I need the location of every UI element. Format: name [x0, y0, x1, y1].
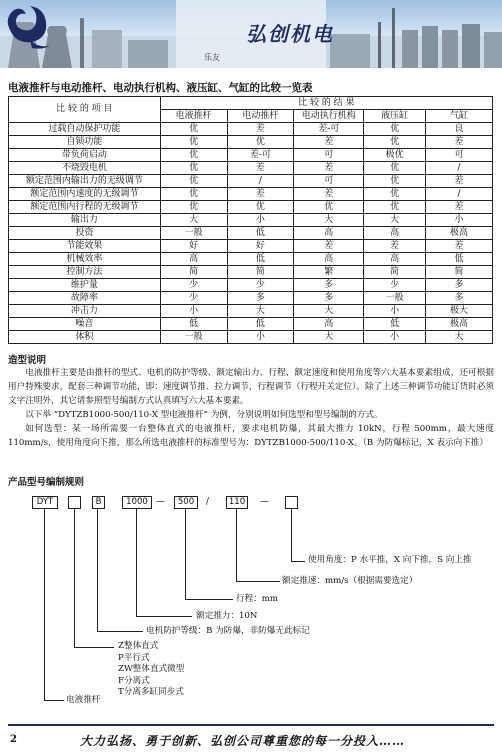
table-cell: 多	[426, 292, 493, 305]
table-row	[9, 305, 493, 318]
table-cell: 低	[160, 318, 227, 331]
table-cell: 大	[227, 305, 294, 318]
table-cell: 优	[364, 175, 426, 188]
row-item-label: 冲击力	[9, 305, 161, 318]
table-cell: 少	[160, 292, 227, 305]
table-cell: 多	[227, 292, 294, 305]
table-row	[9, 292, 493, 305]
table-cell: 小	[227, 331, 294, 344]
column-header: 电动推杆	[227, 110, 294, 123]
table-cell: 差	[294, 188, 364, 201]
table-cell: 优	[160, 175, 227, 188]
table-cell: 极高	[426, 227, 493, 240]
row-item-label: 自锁功能	[9, 136, 161, 149]
table-row	[9, 188, 493, 201]
label-speed: 额定推速：mm/s（根据需要选定）	[282, 576, 418, 586]
table-cell: 差	[426, 175, 493, 188]
type-item: T分离多缸同步式	[118, 687, 184, 697]
label-product: 电液推杆	[66, 695, 101, 705]
table-cell: 简	[160, 266, 227, 279]
table-cell: 大	[160, 214, 227, 227]
table-cell: 低	[227, 318, 294, 331]
table-cell: 简	[227, 266, 294, 279]
table-cell: 差	[227, 162, 294, 175]
row-item-label: 带负荷启动	[9, 149, 161, 162]
table-cell: 大	[426, 331, 493, 344]
code-box-series: DYT	[32, 496, 58, 509]
row-item-label: 控制方法	[9, 266, 161, 279]
table-cell: 低	[227, 227, 294, 240]
code-box-protection: B	[92, 496, 105, 509]
table-cell: 高	[364, 253, 426, 266]
table-cell: 一般	[364, 292, 426, 305]
table-row	[9, 227, 493, 240]
separator-dash-1: —	[156, 497, 165, 507]
table-cell: 简	[364, 266, 426, 279]
row-item-label: 投资	[9, 227, 161, 240]
label-protection: 电机防护等级：B 为防爆，非防爆无此标记	[146, 626, 310, 636]
label-angle: 使用角度：P 水平推，X 向下推，S 向上推	[308, 555, 472, 565]
model-code-diagram	[0, 488, 502, 708]
column-header: 电液推杆	[160, 110, 227, 123]
table-cell: 差	[294, 162, 364, 175]
table-cell: 少	[227, 279, 294, 292]
code-box-force: 1000	[122, 496, 152, 509]
table-row	[9, 331, 493, 344]
table-cell: 差	[227, 123, 294, 136]
table-cell: 大	[294, 331, 364, 344]
table-cell: 大	[364, 214, 426, 227]
table-cell: 优	[160, 201, 227, 214]
table-cell: 大	[294, 214, 364, 227]
footer-rule	[8, 724, 494, 726]
page-number: 2	[10, 734, 17, 745]
table-cell: 少	[160, 279, 227, 292]
row-item-label: 体积	[9, 331, 161, 344]
row-item-label: 机械效率	[9, 253, 161, 266]
table-cell: 多	[426, 279, 493, 292]
table-cell: 优	[294, 201, 364, 214]
row-item-label: 过载自动保护功能	[9, 123, 161, 136]
brand-subtitle: 乐友	[204, 53, 220, 62]
column-header: 气缸	[426, 110, 493, 123]
table-cell: 优	[160, 149, 227, 162]
page-footer	[0, 724, 502, 754]
table-cell: /	[426, 188, 493, 201]
table-cell: 优	[160, 162, 227, 175]
label-force: 额定推力：10N	[196, 611, 258, 621]
table-row	[9, 279, 493, 292]
table-cell: 大	[294, 305, 364, 318]
table-cell: 极高	[426, 318, 493, 331]
table-cell: 多	[294, 279, 364, 292]
table-cell: 优	[364, 188, 426, 201]
table-cell: 优	[364, 162, 426, 175]
table-cell: 可	[294, 175, 364, 188]
document-title: 电液推杆与电动推杆、电动执行机构、液压缸、气缸的比较一览表	[8, 82, 313, 94]
table-cell: 优	[160, 136, 227, 149]
table-cell: 少	[364, 279, 426, 292]
type-item: ZW整体直式微型	[118, 664, 185, 674]
table-cell: 低	[364, 318, 426, 331]
table-row	[9, 136, 493, 149]
table-cell: 多	[294, 292, 364, 305]
table-row	[9, 201, 493, 214]
column-group-header: 比 较 的 结 果	[160, 97, 492, 110]
row-item-label: 不烧毁电机	[9, 162, 161, 175]
label-stroke: 行程：mm	[236, 594, 279, 604]
table-cell: 小	[364, 331, 426, 344]
table-row	[9, 123, 493, 136]
notes-paragraph-3: 如何选型：某一场所需要一台整体直式的电液推杆，要求电机防爆，其最大推力 10kN，行程 500mm，最大速度 110mm/s，使用角度向下推，那么所选电液推杆的标准型号为：DYTZB1000-500/110-X。（B 为防爆标记，X 表示向下推）	[8, 424, 494, 448]
row-item-label: 节能效果	[9, 240, 161, 253]
table-cell: 低	[426, 253, 493, 266]
row-item-label: 维护量	[9, 279, 161, 292]
table-cell: 差-可	[227, 149, 294, 162]
table-cell: 优	[227, 136, 294, 149]
code-box-angle	[285, 496, 298, 509]
table-cell: 差	[364, 240, 426, 253]
table-cell: 小	[364, 305, 426, 318]
row-item-label: 噪音	[9, 318, 161, 331]
brand-name: 弘创机电	[246, 22, 334, 46]
table-cell: 好	[160, 240, 227, 253]
table-row	[9, 162, 493, 175]
row-item-label: 额定范围内输出力的无级调节	[9, 175, 161, 188]
type-item: F分离式	[118, 675, 150, 686]
table-row	[9, 240, 493, 253]
type-list	[118, 641, 184, 699]
column-header-item: 比 较 的 项 目	[9, 97, 161, 123]
code-box-speed: 110	[226, 496, 248, 509]
header-banner	[0, 0, 502, 68]
table-cell: 高	[294, 318, 364, 331]
table-row	[9, 214, 493, 227]
column-header: 液压缸	[364, 110, 426, 123]
table-cell: 差-可	[294, 123, 364, 136]
table-cell: 一般	[160, 331, 227, 344]
table-cell: 一般	[160, 227, 227, 240]
table-cell: 极大	[426, 305, 493, 318]
table-row	[9, 149, 493, 162]
table-cell: 小	[227, 214, 294, 227]
table-cell: 可	[426, 149, 493, 162]
table-cell: 优	[160, 188, 227, 201]
table-cell: 优	[227, 201, 294, 214]
company-logo	[0, 0, 58, 52]
row-item-label: 输出力	[9, 214, 161, 227]
table-row	[9, 318, 493, 331]
model-notes-title: 造型说明	[8, 355, 47, 366]
row-item-label: 故障率	[9, 292, 161, 305]
code-box-stroke: 500	[174, 496, 198, 509]
code-box-type	[68, 496, 81, 509]
table-cell: 优	[160, 123, 227, 136]
table-cell: 差	[426, 136, 493, 149]
row-item-label: 额定范围内行程的无级调节	[9, 201, 161, 214]
notes-paragraph-2: 以下举 “DYTZB1000-500/110-X 型电液推杆” 为例，分别说明如何选型和型号编制的方式。	[25, 410, 383, 420]
table-cell: 可	[294, 149, 364, 162]
type-item: Z整体直式	[118, 641, 159, 651]
table-cell: 优	[364, 201, 426, 214]
table-cell: 差	[227, 188, 294, 201]
table-cell: 繁	[294, 266, 364, 279]
column-header: 电动执行机构	[294, 110, 364, 123]
table-cell: 简	[426, 266, 493, 279]
table-cell: 好	[227, 240, 294, 253]
notes-paragraph-1: 电液推杆主要是由推杆的型式、电机的防护等级、额定输出力、行程、额定速度和使用角度等六大基本要素组成，还可根据用户特殊要求，配套三种调节功能，即：速度调节推、拉力调节，行程调节（行程开关定位）。除了上述三种调节功能订货时必须文字注明外，其它请参照型号编制方式认真填写六大基本要素。	[8, 368, 494, 406]
table-cell: /	[426, 162, 493, 175]
table-cell: 差	[426, 240, 493, 253]
table-cell: 高	[160, 253, 227, 266]
table-cell: 高	[294, 227, 364, 240]
table-row	[9, 266, 493, 279]
table-cell: 极优	[364, 149, 426, 162]
row-item-label: 额定范围内速度的无级调节	[9, 188, 161, 201]
table-cell: 优	[364, 136, 426, 149]
table-row	[9, 175, 493, 188]
table-cell: 低	[227, 253, 294, 266]
type-item: P平行式	[118, 652, 150, 663]
table-cell: 差	[294, 240, 364, 253]
table-cell: /	[227, 175, 294, 188]
table-row	[9, 253, 493, 266]
table-cell: 良	[426, 123, 493, 136]
table-cell: 小	[426, 214, 493, 227]
table-cell: 高	[364, 227, 426, 240]
table-cell: 高	[294, 253, 364, 266]
separator-slash: /	[206, 497, 210, 507]
table-cell: 差	[294, 136, 364, 149]
separator-dash-2: —	[260, 497, 269, 507]
footer-slogan: 大力弘扬、勇于创新、弘创公司尊重您的每一分投入……	[80, 734, 406, 748]
table-cell: 小	[160, 305, 227, 318]
model-notes-body	[8, 366, 494, 450]
model-code-title: 产品型号编制规则	[8, 477, 85, 488]
table-cell: 优	[364, 123, 426, 136]
table-cell: 差	[426, 201, 493, 214]
comparison-table	[8, 96, 493, 344]
